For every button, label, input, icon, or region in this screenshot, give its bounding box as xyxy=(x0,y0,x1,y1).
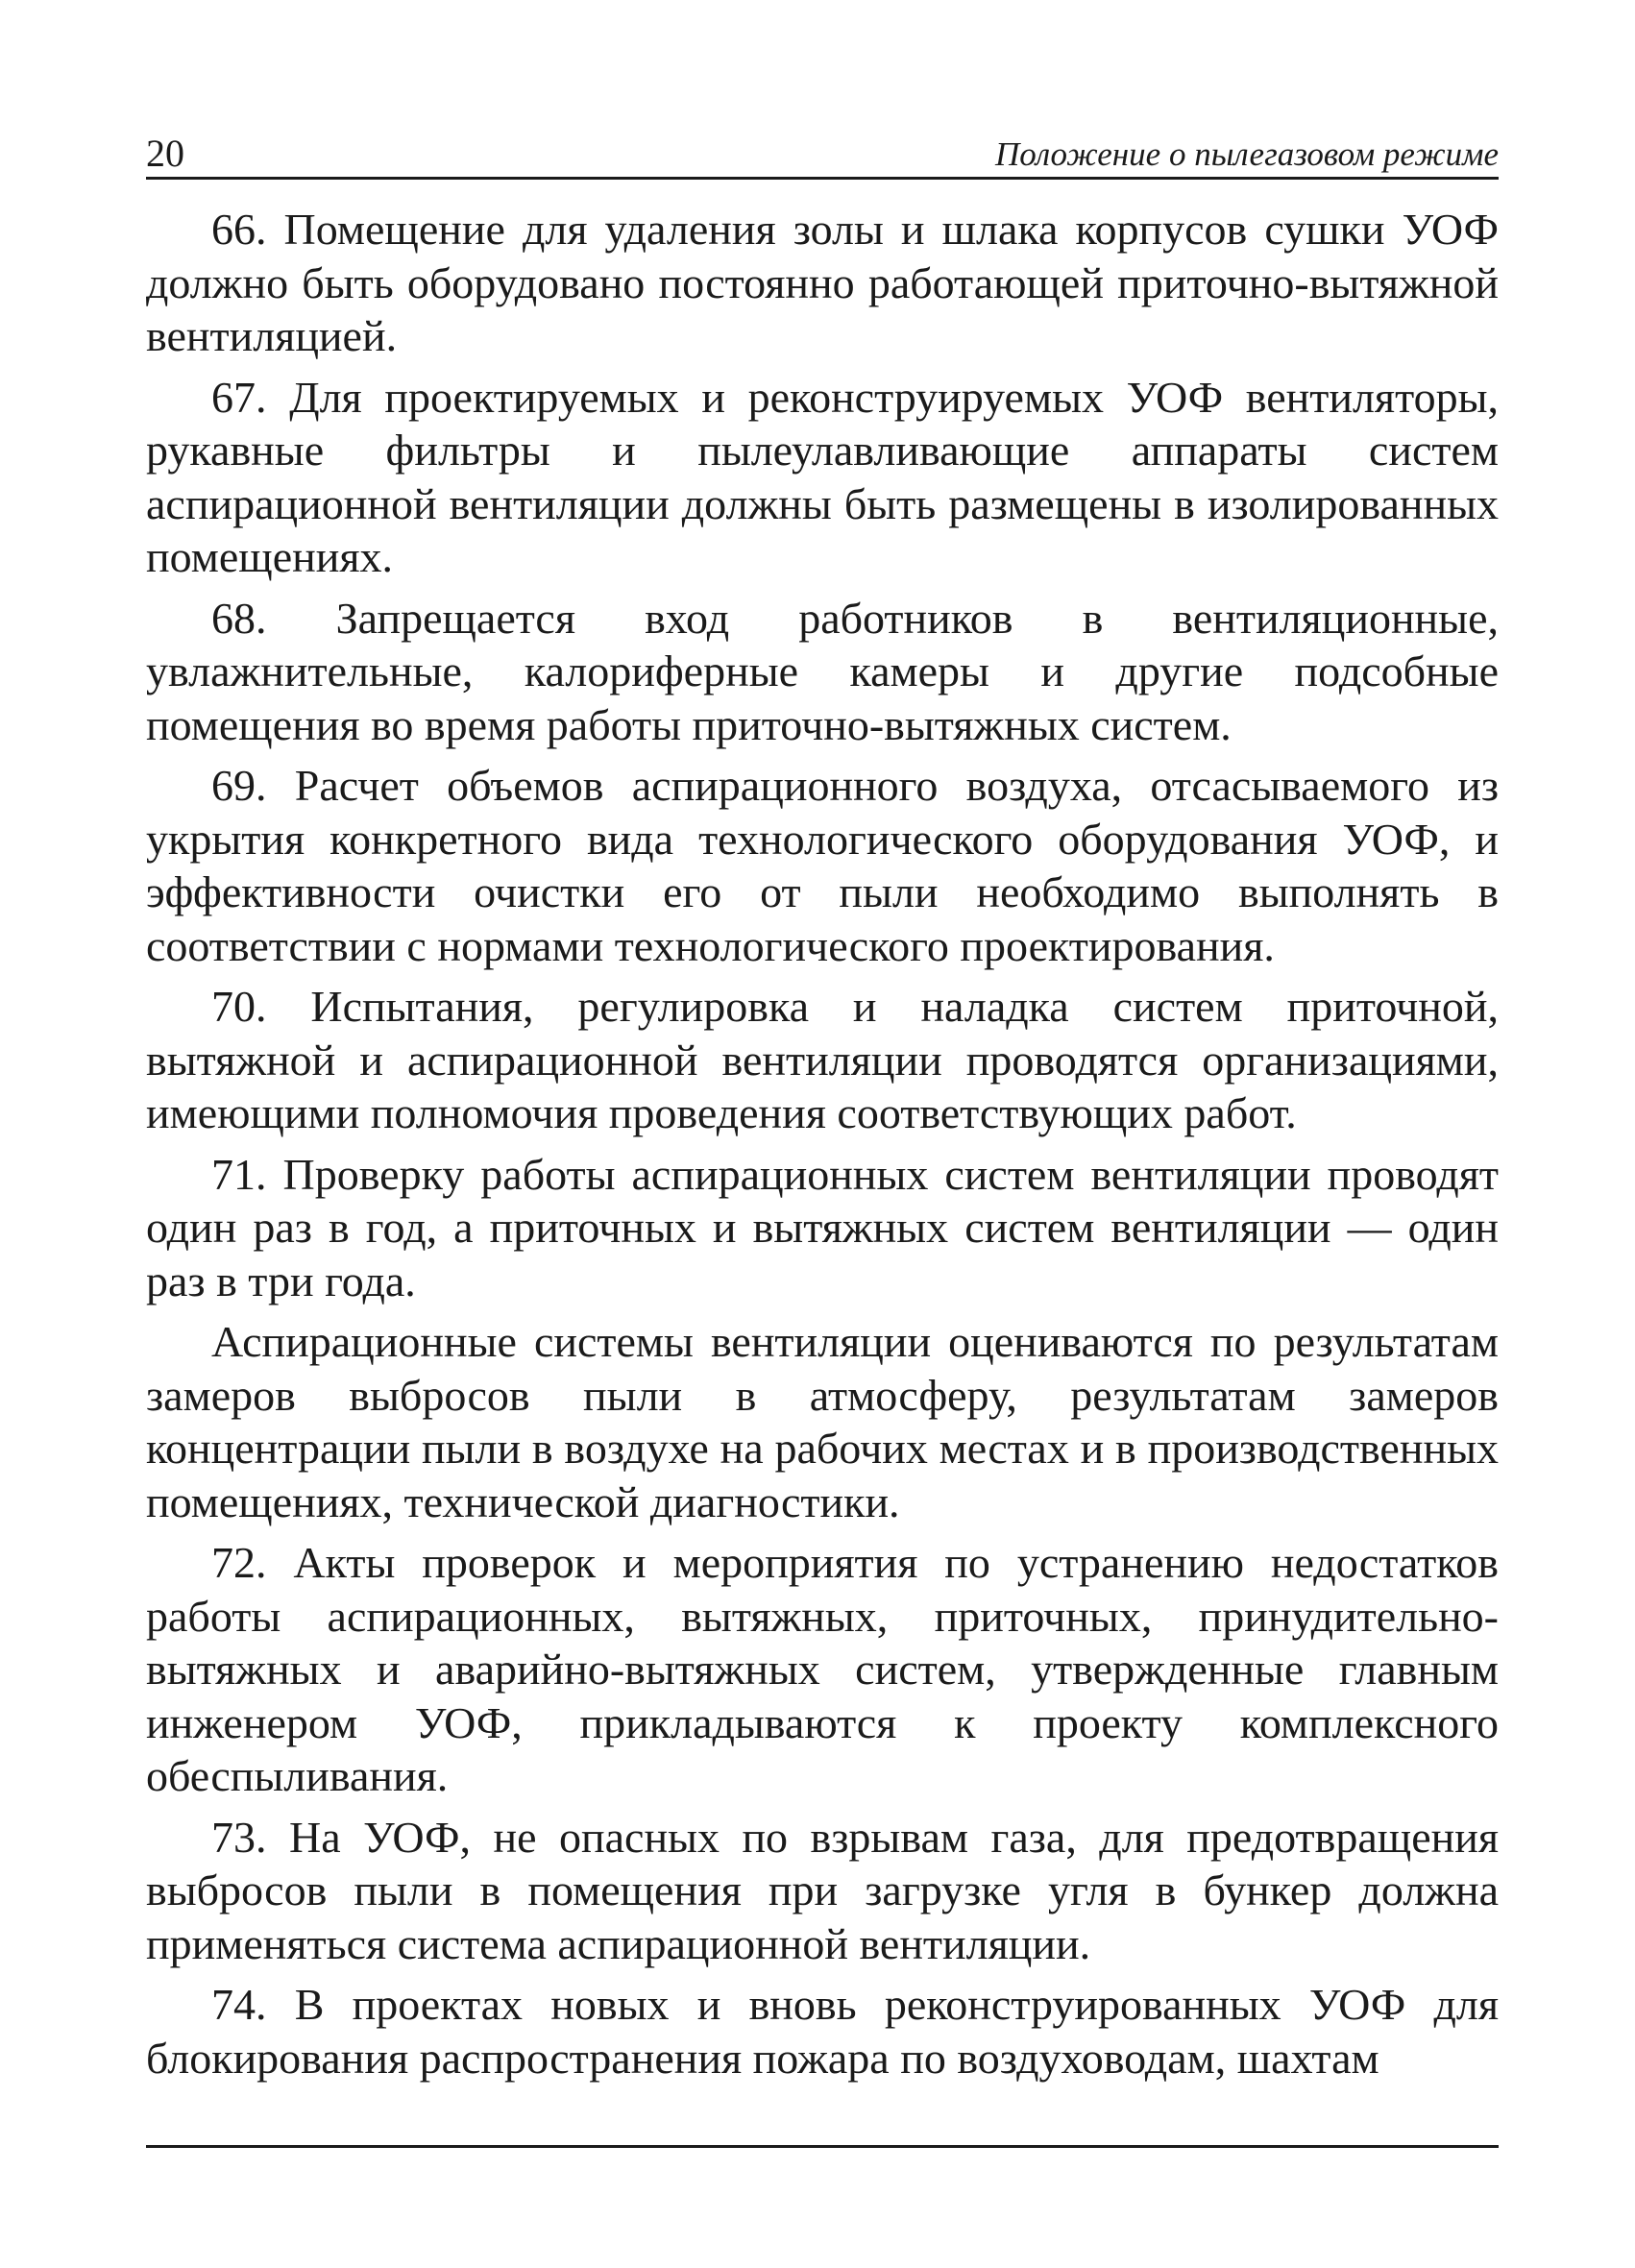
paragraph-71-continuation: Аспирационные системы вентиляции оцениваются по результатам замеров выбросов пыли в атмосферу, результатам замеров концентрации пыли в воздухе на рабочих местах и в производственных помещениях, технической диагностики. xyxy=(146,1317,1499,1526)
paragraph-72: 72. Акты проверок и мероприятия по устранению недостатков работы аспирационных, вытяжных, приточных, принудительно-вытяжных и аварийно-вытяжных систем, утвержденные главным инженером УОФ, прикладываются к проекту комплексного обеспыливания. xyxy=(146,1538,1499,1800)
page-number: 20 xyxy=(146,132,184,175)
bottom-rule xyxy=(146,2145,1499,2148)
paragraph-67: 67. Для проектируемых и реконструируемых УОФ вентиляторы, рукавные фильтры и пылеулавливающие аппараты систем аспирационной вентиляции должны быть размещены в изолированных помещениях. xyxy=(146,372,1499,581)
running-header xyxy=(146,123,1499,180)
document-page xyxy=(146,123,1499,2092)
paragraph-74: 74. В проектах новых и вновь реконструированных УОФ для блокирования распространения пожара по воздуховодам, шахтам xyxy=(146,1980,1499,2083)
paragraph-66: 66. Помещение для удаления золы и шлака корпусов сушки УОФ должно быть оборудовано постоянно работающей приточно-вытяжной вентиляцией. xyxy=(146,205,1499,360)
paragraph-71: 71. Проверку работы аспирационных систем вентиляции проводят один раз в год, а приточных и вытяжных систем вентиляции — один раз в три года. xyxy=(146,1149,1499,1305)
body-text xyxy=(146,203,1499,2085)
paragraph-73: 73. На УОФ, не опасных по взрывам газа, для предотвращения выбросов пыли в помещения при загрузке угля в бункер должна применяться система аспирационной вентиляции. xyxy=(146,1812,1499,1968)
paragraph-69: 69. Расчет объемов аспирационного воздуха, отсасываемого из укрытия конкретного вида технологического оборудования УОФ, и эффективности очистки его от пыли необходимо выполнять в соответствии с нормами технологического проектирования. xyxy=(146,761,1499,970)
running-title: Положение о пылегазовом режиме xyxy=(994,135,1499,173)
paragraph-70: 70. Испытания, регулировка и наладка систем приточной, вытяжной и аспирационной вентиляции проводятся организациями, имеющими полномочия проведения соответствующих работ. xyxy=(146,982,1499,1137)
paragraph-68: 68. Запрещается вход работников в вентиляционные, увлажнительные, калориферные камеры и другие подсобные помещения во время работы приточно-вытяжных систем. xyxy=(146,593,1499,749)
